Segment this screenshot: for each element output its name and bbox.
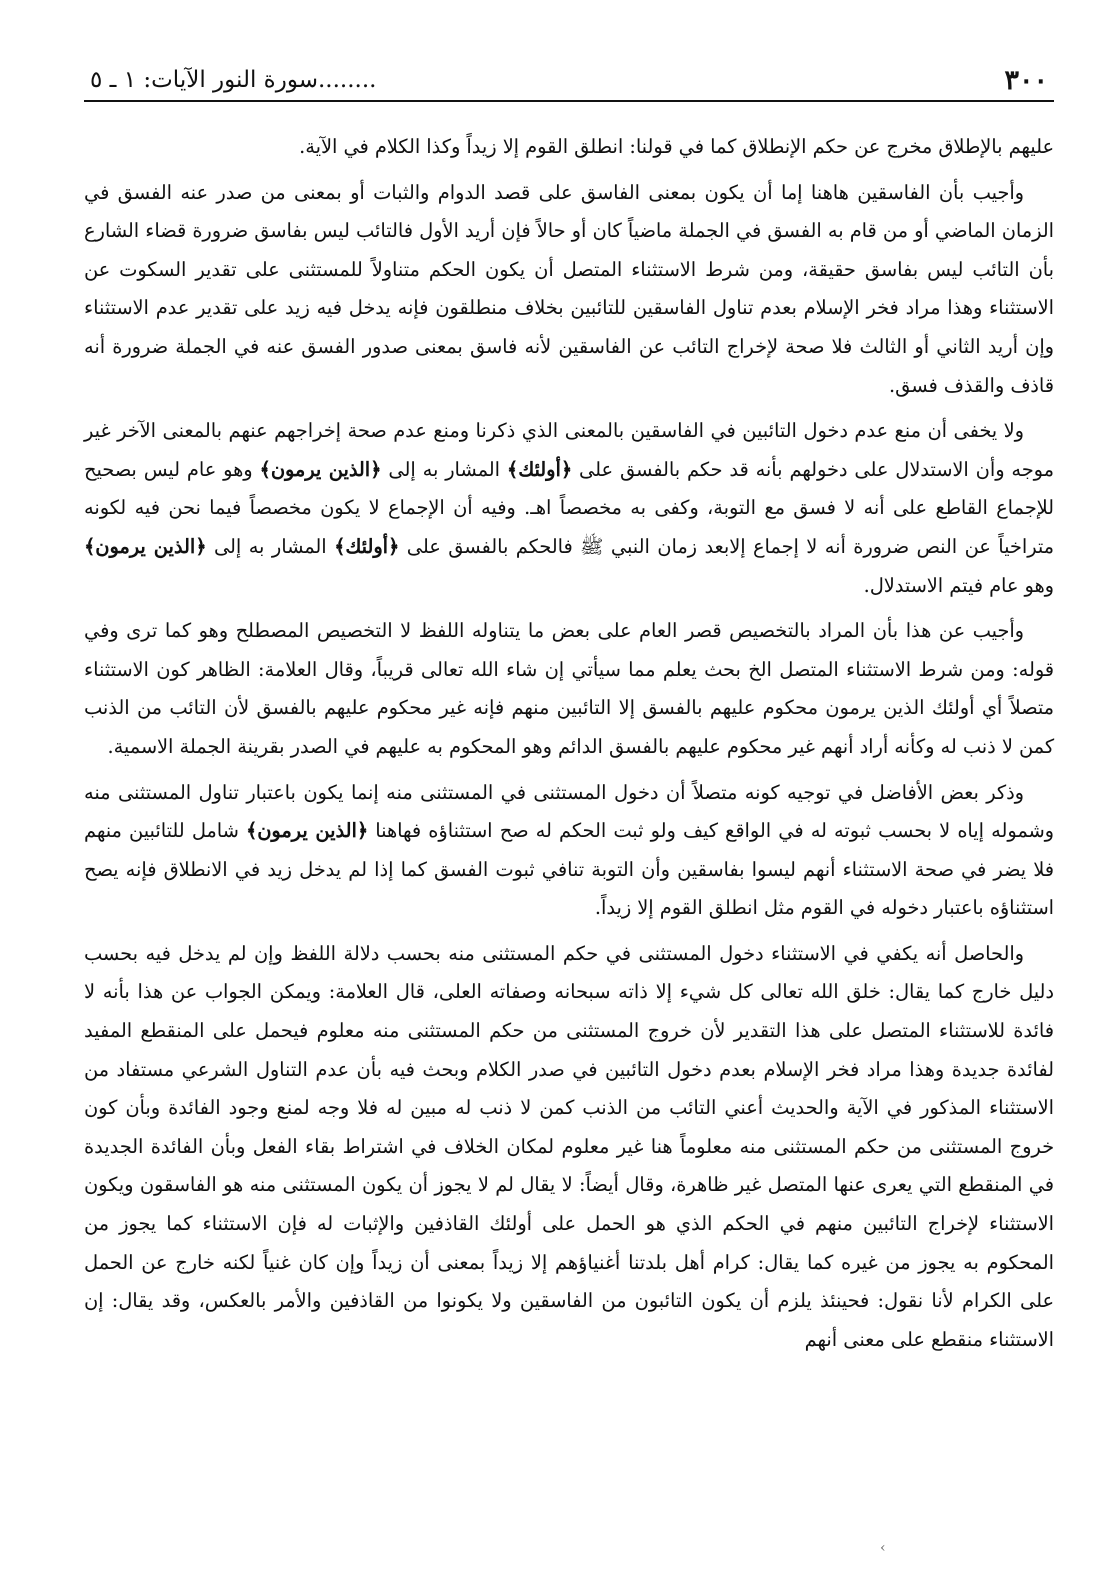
paragraph-text: والحاصل أنه يكفي في الاستثناء دخول المستثنى في حكم المستثنى منه بحسب دلالة اللفظ وإن لم يدخل فيه بحسب دليل خارج كما يقال: خلق الله تعالى كل شيء إلا ذاته سبحانه وصفاته العلى، قال العلامة: ويمكن الجواب عن هذا بأنه لا فائدة للاستثناء المتصل على هذا التقدير لأن خروج المستثنى من حكم المستثنى منه معلوم فيحمل على المنقطع المفيد لفائدة جديدة وهذا مراد فخر الإسلام بعدم دخول التائبين في صدر الكلام وبحث فيه بأن عدم التناول الشرعي مستفاد من الاستثناء المذكور في الآية والحديث أعني التائب من الذنب كمن لا ذنب له مبين له فلا وجه لمنع وجود الفائدة وبأن كون خروج المستثنى من حكم المستثنى منه معلوماً هنا غير معلوم لمكان الخلاف في اشتراط بقاء الفعل وبأن الفائدة الجديدة في المنقطع التي يعرى عنها المتصل غير ظاهرة، وقال أيضاً: لا يقال لم لا يجوز أن يكون المستثنى منه هو الفاسقون ويكون الاستثناء لإخراج التائبين منهم في الحكم الذي هو الحمل على أولئك القاذفين والإثبات له فإن الاستثناء كما يجوز من المحكوم به يجوز من غيره كما يقال: كرام أهل بلدتنا أغنياؤهم إلا زيداً بمعنى أن زيداً وإن كان غنياً لكنه خارج عن الحمل على الكرام لأنا نقول: فحينئذ يلزم أن يكون التائبون من الفاسقين ولا يكونوا من القاذفين والأمر بالعكس، وقد يقال: إن الاستثناء منقطع على معنى أنهم xyxy=(84,941,1054,1351)
paragraph-text: وأجيب عن هذا بأن المراد بالتخصيص قصر العام على بعض ما يتناوله اللفظ لا التخصيص المصطلح وهو كما ترى وفي قوله: ومن شرط الاستثناء المتصل الخ بحث يعلم مما سيأتي إن شاء الله تعالى قريباً، وقال العلامة: الظاهر كون الاستثناء متصلاً أي أولئك الذين يرمون محكوم عليهم بالفسق إلا التائبين منهم فإنه غير محكوم عليهم بالفسق لأن التائب من الذنب كمن لا ذنب له وكأنه أراد أنهم غير محكوم عليهم بالفسق الدائم وهو المحكوم به عليهم في الصدر بقرينة الجملة الاسمية. xyxy=(84,619,1054,758)
quran-citation: ﴿الذين يرمون﴾ xyxy=(259,457,382,481)
paragraph-text: وهو عام فيتم الاستدلال. xyxy=(863,573,1054,597)
paragraph-text: وأجيب بأن الفاسقين هاهنا إما أن يكون بمعنى الفاسق على قصد الدوام والثبات أو بمعنى من صدر عنه الفسق في الزمان الماضي أو من قام به الفسق في الجملة ماضياً كان أو حالاً فإن أريد الأول فالتائب ليس بفاسق ضرورة قضاء الشارع بأن التائب ليس بفاسق حقيقة، ومن شرط الاستثناء المتصل أن يكون الحكم متناولاً للمستثنى على تقدير السكوت عن الاستثناء وهذا مراد فخر الإسلام بعدم تناول الفاسقين للتائبين بخلاف منطلقون فإنه يدخل فيه زيد على تقدير عدم الاستثناء وإن أريد الثاني أو الثالث فلا صحة لإخراج التائب عن الفاسقين لأنه فاسق بمعنى صدور الفسق عنه في الجملة ضرورة أنه قاذف والقذف فسق. xyxy=(84,180,1054,397)
paragraph-text: المشار به إلى xyxy=(206,534,335,558)
paragraph-text: وذكر بعض الأفاضل في توجيه كونه متصلاً أن دخول المستثنى في المستثنى منه إنما يكون باعتبار تناول المستثنى منه وشموله إياه لا بحسب ثبوته له في الواقع كيف ولو ثبت الحكم له صح استثناؤه فهاهنا xyxy=(84,780,1054,843)
quran-citation: ﴿أولئك﴾ xyxy=(506,457,573,481)
paragraph-text: عليهم بالإطلاق مخرج عن حكم الإنطلاق كما في قولنا: انطلق القوم إلا زيداً وكذا الكلام في الآية. xyxy=(299,135,1054,158)
page-number: ٣٠٠ xyxy=(1004,64,1048,96)
paragraph-text: شامل للتائبين منهم فلا يضر في صحة الاستثناء أنهم ليسوا بفاسقين وأن التوبة تنافي ثبوت الفسق كما إذا لم يدخل زيد في الانطلاق فإنه يصح استثناؤه باعتبار دخوله في القوم مثل انطلق القوم إلا زيداً. xyxy=(84,819,1054,920)
quran-citation: ﴿الذين يرمون﴾ xyxy=(245,819,369,843)
running-head xyxy=(84,60,1054,102)
paragraph-text: وهو عام ليس بصحيح للإجماع القاطع على أنه لا فسق مع التوبة، وكفى به مخصصاً اهـ. وفيه أن الإجماع لا يكون مخصصاً فيما نحن فيه لكونه متراخياً عن النص ضرورة أنه لا إجماع إلابعد زمان النبي ﷺ فالحكم بالفسق على xyxy=(84,457,1054,558)
paragraph xyxy=(84,128,1054,167)
quran-citation: ﴿الذين يرمون﴾ xyxy=(84,534,207,558)
paragraph-text: ولا يخفى أن منع عدم دخول التائبين في الفاسقين بالمعنى الذي ذكرنا ومنع عدم صحة إخراجهم عنهم بالمعنى الآخر غير موجه وأن الاستدلال على دخولهم بأنه قد حكم بالفسق على xyxy=(84,419,1054,481)
paragraph-text: المشار به إلى xyxy=(381,457,507,481)
paragraph xyxy=(84,774,1054,928)
quran-citation: ﴿أولئك﴾ xyxy=(334,534,400,558)
body-text xyxy=(84,128,1054,1366)
footer-mark: › xyxy=(880,1540,886,1556)
paragraph xyxy=(84,174,1054,406)
section-title: ........سورة النور الآيات: ١ ـ ٥ xyxy=(90,67,377,93)
paragraph xyxy=(84,412,1054,605)
paragraph xyxy=(84,935,1054,1360)
paragraph xyxy=(84,612,1054,766)
